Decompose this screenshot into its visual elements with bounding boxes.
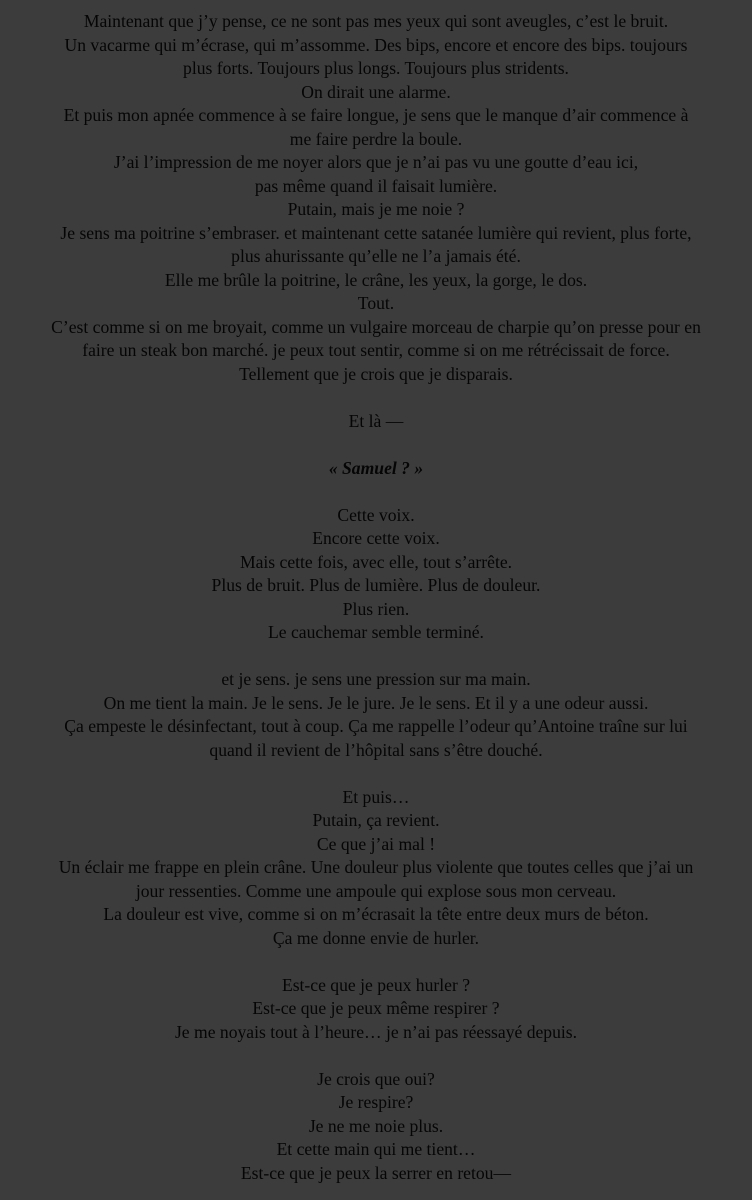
text-line: me faire perdre la boule. (289, 128, 463, 149)
paragraph-spacer (0, 433, 752, 457)
text-line: On dirait une alarme. (301, 81, 451, 102)
text-line: Et cette main qui me tient… (276, 1139, 476, 1159)
story-paragraph (0, 410, 752, 434)
text-line: C’est comme si on me broyait, comme un vulgaire morceau de charpie qu’on presse pour en (51, 316, 701, 337)
text-line: Je respire? (338, 1092, 414, 1112)
text-line: Je ne me noie plus. (308, 1115, 444, 1136)
text-line: Cette voix. (337, 504, 415, 525)
text-line: Un vacarme qui m’écrase, qui m’assomme. Des bips, encore et encore des bips. toujours (64, 34, 688, 55)
text-line: Je crois que oui? (317, 1068, 435, 1089)
paragraph-spacer (0, 1044, 752, 1068)
text-line: J’ai l’impression de me noyer alors que je n’ai pas vu une goutte d’eau ici, (113, 152, 639, 172)
text-line: Maintenant que j’y pense, ce ne sont pas mes yeux qui sont aveugles, c’est le bruit. (83, 11, 669, 31)
story-paragraph (0, 974, 752, 1045)
text-line: Est-ce que je peux hurler ? (281, 974, 471, 995)
text-line: Ça me donne envie de hurler. (272, 927, 480, 948)
text-line: Encore cette voix. (312, 528, 440, 548)
paragraph-spacer (0, 950, 752, 974)
text-line: Plus de bruit. Plus de lumière. Plus de douleur. (211, 575, 541, 595)
story-paragraph (0, 504, 752, 645)
text-line: plus ahurissante qu’elle ne l’a jamais été. (231, 246, 521, 266)
paragraph-spacer (0, 645, 752, 669)
text-line: Plus rien. (342, 598, 410, 619)
story-paragraph (0, 668, 752, 762)
text-line: pas même quand il faisait lumière. (254, 175, 498, 196)
dialogue-line: « Samuel ? » (328, 457, 424, 478)
text-line: jour ressenties. Comme une ampoule qui explose sous mon cerveau. (135, 880, 617, 901)
paragraph-spacer (0, 762, 752, 786)
text-line: Le cauchemar semble terminé. (268, 622, 484, 642)
text-line: quand il revient de l’hôpital sans s’être douché. (209, 739, 543, 760)
text-line: Elle me brûle la poitrine, le crâne, les yeux, la gorge, le dos. (164, 269, 588, 290)
text-line: Un éclair me frappe en plein crâne. Une douleur plus violente que toutes celles que j’ai un (58, 857, 694, 877)
text-line: Et là — (348, 410, 404, 431)
paragraph-spacer (0, 480, 752, 504)
text-line: Est-ce que je peux la serrer en retou— (240, 1162, 512, 1183)
text-line: Est-ce que je peux même respirer ? (252, 998, 500, 1018)
text-line: faire un steak bon marché. je peux tout sentir, comme si on me rétrécissait de force. (82, 340, 670, 360)
dialogue-paragraph (0, 457, 752, 481)
text-line: et je sens. je sens une pression sur ma main. (221, 669, 531, 689)
text-line: Et puis mon apnée commence à se faire longue, je sens que le manque d’air commence à (63, 105, 689, 125)
text-line: Je me noyais tout à l’heure… je n’ai pas réessayé depuis. (174, 1021, 578, 1042)
story-paragraph (0, 10, 752, 386)
text-line: On me tient la main. Je le sens. Je le jure. Je le sens. Et il y a une odeur aussi. (103, 692, 649, 713)
text-line: Je sens ma poitrine s’embraser. et maintenant cette satanée lumière qui revient, plus forte, (60, 222, 692, 243)
text-line: Tellement que je crois que je disparais. (239, 363, 513, 384)
story-paragraph (0, 1068, 752, 1186)
text-line: La douleur est vive, comme si on m’écrasait la tête entre deux murs de béton. (103, 904, 649, 924)
story-paragraph (0, 786, 752, 951)
text-line: Tout. (357, 293, 395, 313)
text-line: Mais cette fois, avec elle, tout s’arrête. (239, 551, 513, 572)
text-line: Ce que j’ai mal ! (316, 833, 436, 854)
text-line: Ça empeste le désinfectant, tout à coup. Ça me rappelle l’odeur qu’Antoine traîne sur lui (64, 716, 688, 736)
paragraph-spacer (0, 386, 752, 410)
text-line: plus forts. Toujours plus longs. Toujours plus stridents. (183, 58, 569, 78)
text-line: Putain, mais je me noie ? (287, 199, 465, 219)
text-line: Et puis… (342, 786, 410, 807)
text-line: Putain, ça revient. (312, 810, 440, 830)
